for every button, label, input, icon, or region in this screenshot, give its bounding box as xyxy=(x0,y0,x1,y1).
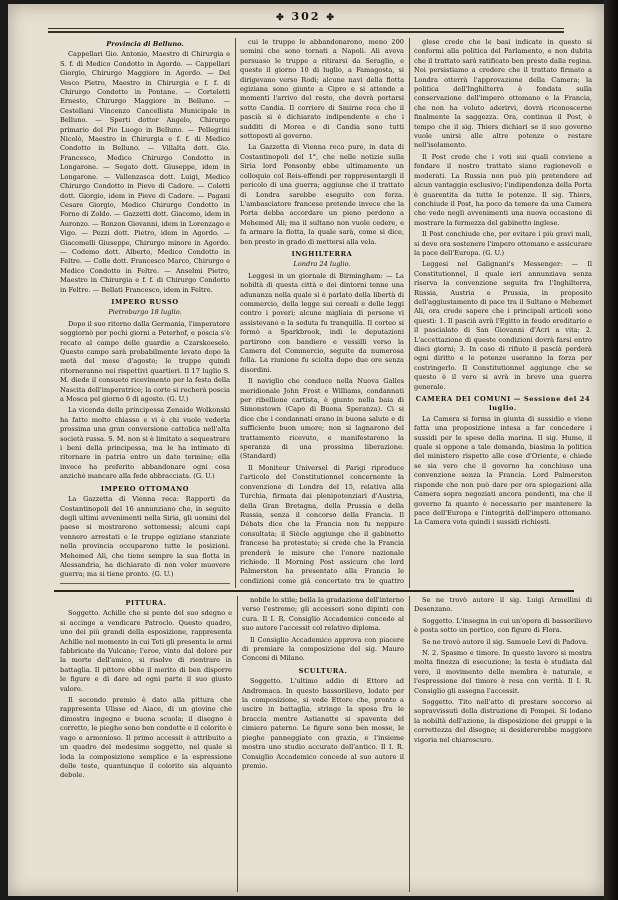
article-b2-2: Il Consiglio Accademico approva con piacere di premiare la composizione del sig. Mauro Conconi di Milano. xyxy=(242,635,404,663)
dateline-londra: Londra 24 luglio. xyxy=(293,260,351,269)
heading-belluno: Provincia di Belluno. xyxy=(106,40,184,48)
top-column-2 xyxy=(240,38,404,586)
top-column-3 xyxy=(414,38,592,586)
article-col2-1: cui le truppe le abbandonarono, meno 200 uomini che sono tornati a Napoli. Ali aveva persuaso le truppe a ritirarsi da Seraglio, e queste il giorno 10 di luglio, a Famagosta, si dirigevano verso Rodi; alcune navi della flotta egiziana sono giunte a Cipro e si attende a momenti l'arrivo del resto, che dovrà portarsi sotto Candia. Il corriere di Smirne reca che il pascià si è dichiarato indipendente e che i sudditi di Morea e di Candia sono tutti sottoposti al governo. xyxy=(240,38,404,141)
article-ottomano: La Gazzetta di Vienna reca: Rapporti da Costantinopoli del 16 annunziano che, in seguito degli ultimi avvenimenti nella Siria, gli uomini del paese si mostrarono sottomessi; alcuni capi vennero arrestati e le truppe egiziane stanziate nella provincia occuparono tutte le posizioni. Mehemed Ali, che tiene sempre la sua flotta in Alessandria, ha dichiarato di non voler muovere guerra; ma si tiene pronto. (G. U.) xyxy=(60,495,230,579)
article-b3-4: N. 2. Spasmo e timore. In questo lavoro si mostra molta finezza di esecuzione; la testa è studiata dal vero, il movimento delle membra è naturale, e l'espressione del timore è resa con verità. Il I. R. Consiglio gli assegna l'accessit. xyxy=(414,649,592,695)
article-b2-1: nobile lo stile; bella la gradazione dell'interno verso l'estremo; gli accessori sono dipinti con cura. Il I. R. Consiglio Accademico concede al suo autore l'accessit col relativo diploma. xyxy=(242,596,404,633)
bottom-column-3 xyxy=(414,596,592,892)
section-inghilterra: INGHILTERRA xyxy=(291,249,353,258)
ornament-right-icon: ✤ xyxy=(326,13,336,23)
article-col3-3: Il Post conchiude che, per evitare i più gravi mali, si deve ora sostenere l'impero ottomano e assicurare la pace dell'Europa. (G. U.) xyxy=(414,230,592,257)
article-russo: Dopo il suo ritorno dalla Germania, l'imperatore soggiornò per pochi giorni a Peterhof, e poscia s'è recato al campo delle guardie a Czarskoeselo. Questo campo sarà probabilmente levato dopo la metà del mese d'agosto; le truppe quindi ritorneranno nei rispettivi quartieri. Il 17 luglio S. M. diede il consueto ricevimento per la festa della Nascita dell'imperatrice; la corte si recherà poscia a Mosca pel giorno 6 di agosto. (G. U.) xyxy=(60,319,230,404)
article-belluno: Cappellari Gio. Antonio, Maestro di Chirurgia e S. f. di Medico Condotto in Agordo. — Cappellari Giorgio, Chirurgo Maggiore in Agordo. — Del Vesco Pietro, Maestro in Chirurgia e f. f. di Chirurgo Condotto in Pontane. — Corteletti Ernesto, Chirurgo Maggiore in Belluno. — Cestellani Vincenzo Cancellista Municipale in Belluno. — Sperti dottor Angelo, Chirurgo primario del Pio Luogo in Belluno. — Pellegrini Nicolò, Maestro in Chirurgia e f. f. di Medico Condotto in Belluno. — Villalta dott. Gio. Francesco, Medico Chirurgo Condotto in Longarone. — Segato dott. Giuseppe, idem in Longarone. — Vallenzasca dott. Luigi, Medico Chirurgo Condotto in Pieve di Cadore. — Coletti dott. Giorgio, idem in Pieve di Cadore. — Pagani Cesare Giorgio, Medico Chirurgo Condotto in Forno di Zoldo. — Gazzetti dott. Giacomo, idem in Auronzo. — Ronzon Giovanni, idem in Lorenzago e Vigo. — Pezzi dott. Pietro, idem in Agordo. — Giacomelli Giuseppe, Chirurgo minore in Agordo. — Codemo dott. Alberto, Medico Condotto in Feltre. — Colle dott. Francesco Marco, Chirurgo e Medico Condotto in Feltre. — Anselmi Pietro, Maestro in Chirurgia e f. f. di Chirurgo Condotto in Feltre. — Bellati Francesco, idem in Feltre. xyxy=(60,50,230,294)
column-rule xyxy=(237,596,238,892)
column-rule xyxy=(409,38,410,588)
header-rule xyxy=(48,28,564,29)
section-impero-russo: IMPERO RUSSO xyxy=(111,297,179,306)
article-col3-4: Leggesi nel Galignani's Messenger: — Il Constitutionnel, il quale ieri annunziava senza riserva la convenzione seguita fra l'Inghilterra, Russia, Austria e Prussia, in proposito dell'aggiustamento di pace tra il Sultano e Mehemet Ali, ora crede sapere che i principali articoli sono questi: 1. Il pascià avrà l'Egitto in feudo ereditario e il pascialato di San Giovanni d'Acri a vita; 2. L'accettazione di queste condizioni dovrà farsi entro dieci giorni; 3. In caso di rifiuto il pascià perderà ogni diritto e le potenze useranno la forza per costringerlo. Il Constitutionnel aggiunge che se questo è il vero si avrà in breve una guerra generale. xyxy=(414,260,592,391)
section-impero-ottomano: IMPERO OTTOMANO xyxy=(100,484,190,493)
page-header xyxy=(8,10,604,28)
section-divider xyxy=(54,590,574,592)
article-b2-3: Soggetto. L'ultimo addio di Ettore ad Andromaca. In questo bassorilievo, lodato per la composizione, si vede Ettore che, pronto a uscire in battaglia, stringe la sposa fra le braccia mentre Astianatte si spaventa del cimiero paterno. Le figure sono ben mosse, le pieghe panneggiate con grazia, e l'insieme mostra uno studio accurato dell'antico. Il I. R. Consiglio Accademico concede al suo autore il premio. xyxy=(242,677,404,770)
column-rule xyxy=(409,596,410,892)
scan-edge xyxy=(604,0,618,900)
section-camera-comuni: CAMERA DEI COMUNI — Sessione del 24 luglio. xyxy=(415,395,591,413)
article-russo-2: La vicenda della principessa Zenaide Wolkonski ha fatto molto chiasso e vi è chi vuole vederla prossima una gran conversione cattolica nell'alta società russa. S. M. non si è limitato a sequestrare i beni della principessa, ma le ha intimato di ritornare in patria entro un dato termine; ella invece ha preferito abbandonare ogni cosa anzichè mancare alla fede abbracciata. (G. U.) xyxy=(60,406,230,481)
article-col2-4: Il naviglio che conduce nella Nuova Galles meridionale John Frost e Williams, condannati per ribellione cartista, è giunto nella baia di Simonstown (Capo di Buona Speranza). Ci si dice che i condannati erano in buona salute e di sufficiente buon umore; non si lagnarono del trattamento ricevuto, e manifestarono la speranza di una prossima liberazione. (Standard) xyxy=(240,377,404,461)
article-b3-3: Se ne trovò autore il sig. Samuele Levi di Padova. xyxy=(422,637,589,646)
article-col3-2: Il Post crede che i voti sui quali conviene a fondare il nostro trattato siano ragionevoli e moderati. La Russia non può più pretendere ad alcun vantaggio esclusivo; l'indipendenza della Porta è guarentita da tutte le potenze. Il sig. Thiers, conchiude il Post, ha poco da temere da una Camera che vede negli avvenimenti una nuova occasione di mostrare la fermezza del gabinetto inglese. xyxy=(414,152,592,227)
column-rule xyxy=(235,38,236,588)
article-col3-5: La Camera si forma in giunta di sussidio e viene fatta una proposizione intesa a far concedere i sussidi per le spese della marina. Il sig. Hume, il quale si oppone a tale domanda, biasima la politica del ministero rispetto alle cose d'Oriente, e chiede se sia vero che il governo ha conchiuso una convenzione senza la Francia. Lord Palmerston risponde che non può dare per ora spiegazioni alla Camera sopra negoziati ancora pendenti, ma che il governo fa quanto è necessario per mantenere la pace dell'Europa e l'integrità dell'impero ottomano. La Camera vota quindi i sussidi richiesti. xyxy=(414,414,592,527)
article-b3-5: Soggetto. Tito nell'atto di prestare soccorso ai sopravvissuti della distruzione di Pompei. Si lodano la nobiltà dell'azione, la disposizione dei gruppi e la correttezza del disegno; si desidererebbe maggiore vigoria nel chiaroscuro. xyxy=(414,698,592,744)
top-column-1 xyxy=(60,38,230,586)
page-number: 302 xyxy=(291,10,321,23)
article-col3-1: glese crede che le basi indicate in questo si conformi alla politica del Parlamento, e non dubita che il trattato sarà ratificato ben presto dalla regina. Noi persistiamo a credere che il trattato firmato a Londra otterrà l'approvazione della Camera; la politica dell'Inghilterra è fondata sulla conservazione dell'impero ottomano e la Francia, che non ha voluto aderirvi, dovrà riconoscerne finalmente la saggezza. Ora, continua il Post, è tempo che il sig. Thiers dichiari se il suo governo vuole unirsi alle altre potenze o restare nell'isolamento. xyxy=(414,38,592,150)
bottom-column-2 xyxy=(242,596,404,892)
heading-pittura: PITTURA. xyxy=(125,599,167,607)
dateline-pietroburgo: Pietroburgo 18 luglio. xyxy=(108,308,182,317)
article-col2-3: Leggesi in un giornale di Birmingham: — La nobiltà di questa città e dei dintorni tenne una adunanza nella quale si è parlato della libertà di commercio, della legge sui cereali e delle leggi contro i poveri; alcune migliaia di persone vi assistevano e la seduta fu tranquilla. Il corteo si formò a Sparkbrook, indi le deputazioni partirono con bandiere e vessilli verso la Camera del Commercio, seguite da numerosa folla. La riunione fu sciolta dopo due ore senza disordini. xyxy=(240,271,404,374)
article-b3-1: Se ne trovò autore il sig. Luigi Armellini di Desenzano. xyxy=(414,596,592,614)
header-rule-thick xyxy=(48,31,564,33)
article-col2-5: Il Moniteur Universel di Parigi riproduce l'articolo del Constitutionnel concernente la convenzione di Londra del 15, relativa alla Turchia, firmata dai plenipotenziari d'Austria, della Gran Bretagna, della Prussia e della Russia, senza il concorso della Francia. Il Débats dice che la Francia non fu neppure consultata; il Siècle aggiunge che il gabinetto francese ha protestato; si crede che la Francia prenderà le misure che l'onore nazionale richiede. Il Morning Post assicura che lord Palmerston ha presentato alla Francia le condizioni come già concertate tra le quattro xyxy=(240,463,404,585)
bottom-column-1 xyxy=(60,596,232,892)
heading-scultura: SCULTURA. xyxy=(298,666,348,675)
footnote xyxy=(60,583,230,586)
article-b3-2: Soggetto. L'insegna in cui un'opera di bassorilievo è posta sotto un portico, con figure di Flora. xyxy=(414,616,592,635)
ornament-left-icon: ✤ xyxy=(276,13,286,23)
article-pittura-1: Soggetto. Achille che si pente del suo sdegno e si accinge a vendicare Patroclo. Questo quadro, uno dei più grandi della esposizione, rappresenta Achille nel momento in cui Teti gli presenta le armi fabbricate da Vulcano; l'eroe, vinto dal dolore per la morte dell'amico, si risolve di rientrare in battaglia. Il pittore ebbe il merito di ben disporre le figure e di dare ad ogni parte il suo giusto valore. xyxy=(60,609,232,693)
newspaper-page xyxy=(8,4,604,896)
article-col2-2: La Gazzetta di Vienna reca pure, in data di Costantinopoli del 1°, che nelle notizie sulla Siria lord Ponsonby ebbe ultimamente un colloquio col Reis-effendi per rappresentargli il pericolo di una guerra; aggiunse che il trattato di Londra sarebbe eseguito con forza. L'ambasciatore francese pretende invece che la Porta debba accordare un pieno perdono a Mehemed Ali; ma il sultano non vuole cedere, e fa armare la flotta, la quale sarà, come si dice, ben presto in grado di mettersi alla vela. xyxy=(240,143,404,246)
article-pittura-2: Il secondo premio è dato alla pittura che rappresenta Ulisse ed Aiace, di un giovine che dimostra ingegno e buona scuola; il disegno è corretto, le pieghe sono ben condotte e il colorito è vago e armonioso. Il primo accessit è attribuito a un quadro del medesimo soggetto, nel quale si loda la composizione semplice e la espressione delle teste, quantunque il colorito sia alquanto debole. xyxy=(60,696,232,780)
